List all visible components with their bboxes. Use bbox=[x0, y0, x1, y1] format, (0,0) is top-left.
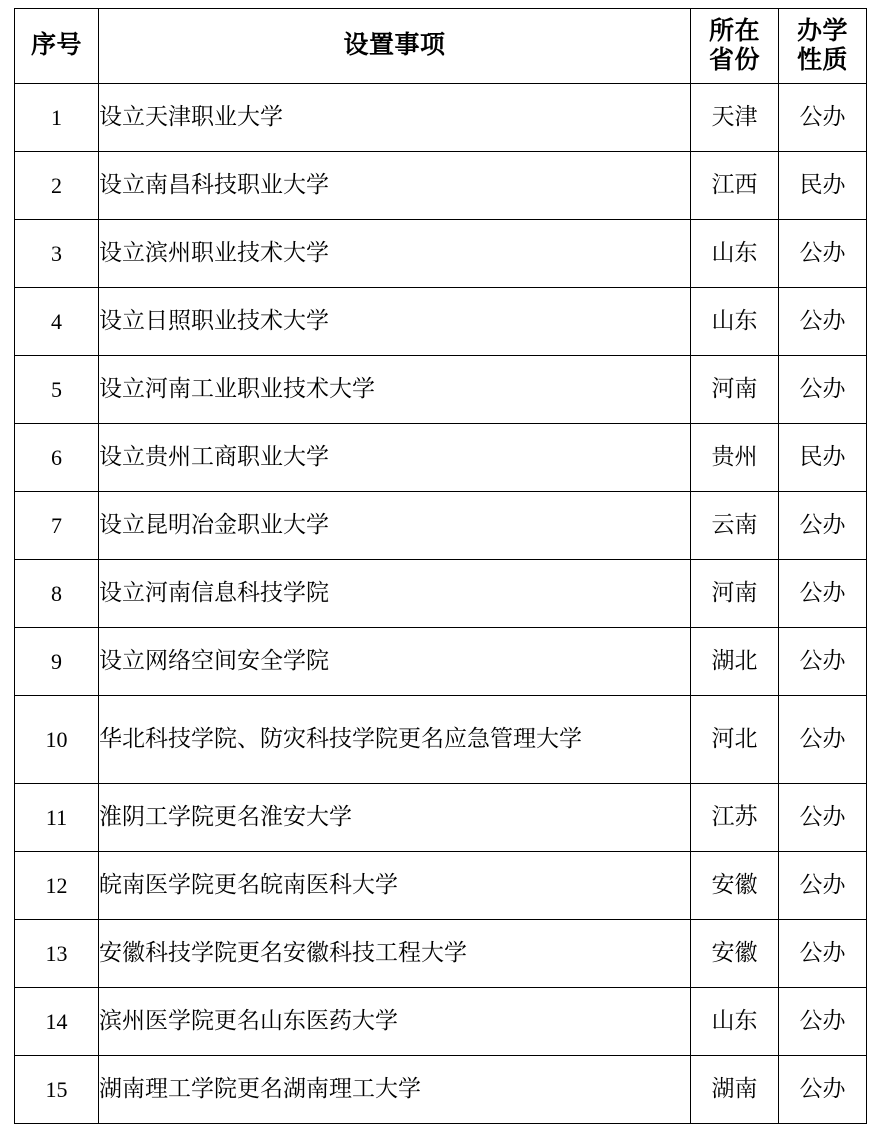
cell-type: 公办 bbox=[779, 628, 867, 696]
table-row bbox=[15, 152, 867, 220]
cell-index: 3 bbox=[15, 220, 99, 288]
cell-province: 江西 bbox=[691, 152, 779, 220]
cell-index: 4 bbox=[15, 288, 99, 356]
cell-province: 山东 bbox=[691, 288, 779, 356]
cell-province: 湖北 bbox=[691, 628, 779, 696]
cell-item: 设立河南信息科技学院 bbox=[99, 560, 691, 628]
cell-index: 11 bbox=[15, 784, 99, 852]
table-row bbox=[15, 784, 867, 852]
table-body bbox=[15, 84, 867, 1124]
table-row bbox=[15, 220, 867, 288]
cell-province: 河南 bbox=[691, 356, 779, 424]
cell-index: 7 bbox=[15, 492, 99, 560]
cell-index: 15 bbox=[15, 1056, 99, 1124]
table-row bbox=[15, 84, 867, 152]
cell-province: 贵州 bbox=[691, 424, 779, 492]
cell-item: 设立河南工业职业技术大学 bbox=[99, 356, 691, 424]
cell-type: 公办 bbox=[779, 784, 867, 852]
cell-type: 公办 bbox=[779, 492, 867, 560]
table-row bbox=[15, 696, 867, 784]
cell-item: 设立滨州职业技术大学 bbox=[99, 220, 691, 288]
cell-province: 天津 bbox=[691, 84, 779, 152]
table-row bbox=[15, 920, 867, 988]
cell-index: 13 bbox=[15, 920, 99, 988]
cell-province: 湖南 bbox=[691, 1056, 779, 1124]
cell-type: 公办 bbox=[779, 852, 867, 920]
cell-index: 2 bbox=[15, 152, 99, 220]
table-row bbox=[15, 288, 867, 356]
cell-item: 设立网络空间安全学院 bbox=[99, 628, 691, 696]
cell-item: 安徽科技学院更名安徽科技工程大学 bbox=[99, 920, 691, 988]
cell-province: 河南 bbox=[691, 560, 779, 628]
cell-province: 安徽 bbox=[691, 920, 779, 988]
cell-type: 公办 bbox=[779, 920, 867, 988]
cell-type: 公办 bbox=[779, 220, 867, 288]
cell-item: 淮阴工学院更名淮安大学 bbox=[99, 784, 691, 852]
cell-type: 民办 bbox=[779, 424, 867, 492]
cell-index: 10 bbox=[15, 696, 99, 784]
cell-index: 5 bbox=[15, 356, 99, 424]
cell-type: 公办 bbox=[779, 1056, 867, 1124]
cell-item: 设立天津职业大学 bbox=[99, 84, 691, 152]
cell-type: 公办 bbox=[779, 988, 867, 1056]
cell-item: 皖南医学院更名皖南医科大学 bbox=[99, 852, 691, 920]
cell-index: 12 bbox=[15, 852, 99, 920]
column-header-type bbox=[779, 9, 867, 84]
table-row bbox=[15, 628, 867, 696]
table-header bbox=[15, 9, 867, 84]
cell-province: 山东 bbox=[691, 988, 779, 1056]
cell-province: 河北 bbox=[691, 696, 779, 784]
cell-type: 公办 bbox=[779, 288, 867, 356]
cell-type: 民办 bbox=[779, 152, 867, 220]
table-row bbox=[15, 356, 867, 424]
cell-type: 公办 bbox=[779, 696, 867, 784]
table-row bbox=[15, 852, 867, 920]
cell-item: 华北科技学院、防灾科技学院更名应急管理大学 bbox=[99, 696, 691, 784]
cell-item: 设立昆明冶金职业大学 bbox=[99, 492, 691, 560]
table-row bbox=[15, 560, 867, 628]
column-header-type-line1: 办学 bbox=[796, 17, 848, 45]
cell-type: 公办 bbox=[779, 560, 867, 628]
cell-item: 设立南昌科技职业大学 bbox=[99, 152, 691, 220]
cell-type: 公办 bbox=[779, 84, 867, 152]
cell-item: 设立日照职业技术大学 bbox=[99, 288, 691, 356]
table-row bbox=[15, 492, 867, 560]
column-header-province-line1: 所在 bbox=[708, 17, 760, 45]
cell-index: 14 bbox=[15, 988, 99, 1056]
cell-index: 8 bbox=[15, 560, 99, 628]
column-header-province-line2: 省份 bbox=[708, 47, 760, 74]
cell-index: 6 bbox=[15, 424, 99, 492]
table-row bbox=[15, 988, 867, 1056]
cell-province: 江苏 bbox=[691, 784, 779, 852]
university-setup-table bbox=[14, 8, 867, 1124]
column-header-item: 设置事项 bbox=[99, 9, 691, 84]
cell-item: 湖南理工学院更名湖南理工大学 bbox=[99, 1056, 691, 1124]
column-header-index: 序号 bbox=[15, 9, 99, 84]
table-header-row bbox=[15, 9, 867, 84]
cell-index: 1 bbox=[15, 84, 99, 152]
table-row bbox=[15, 424, 867, 492]
table-row bbox=[15, 1056, 867, 1124]
cell-province: 安徽 bbox=[691, 852, 779, 920]
column-header-province bbox=[691, 9, 779, 84]
cell-item: 滨州医学院更名山东医药大学 bbox=[99, 988, 691, 1056]
cell-province: 山东 bbox=[691, 220, 779, 288]
cell-type: 公办 bbox=[779, 356, 867, 424]
cell-province: 云南 bbox=[691, 492, 779, 560]
cell-index: 9 bbox=[15, 628, 99, 696]
cell-item: 设立贵州工商职业大学 bbox=[99, 424, 691, 492]
column-header-type-line2: 性质 bbox=[796, 47, 848, 74]
